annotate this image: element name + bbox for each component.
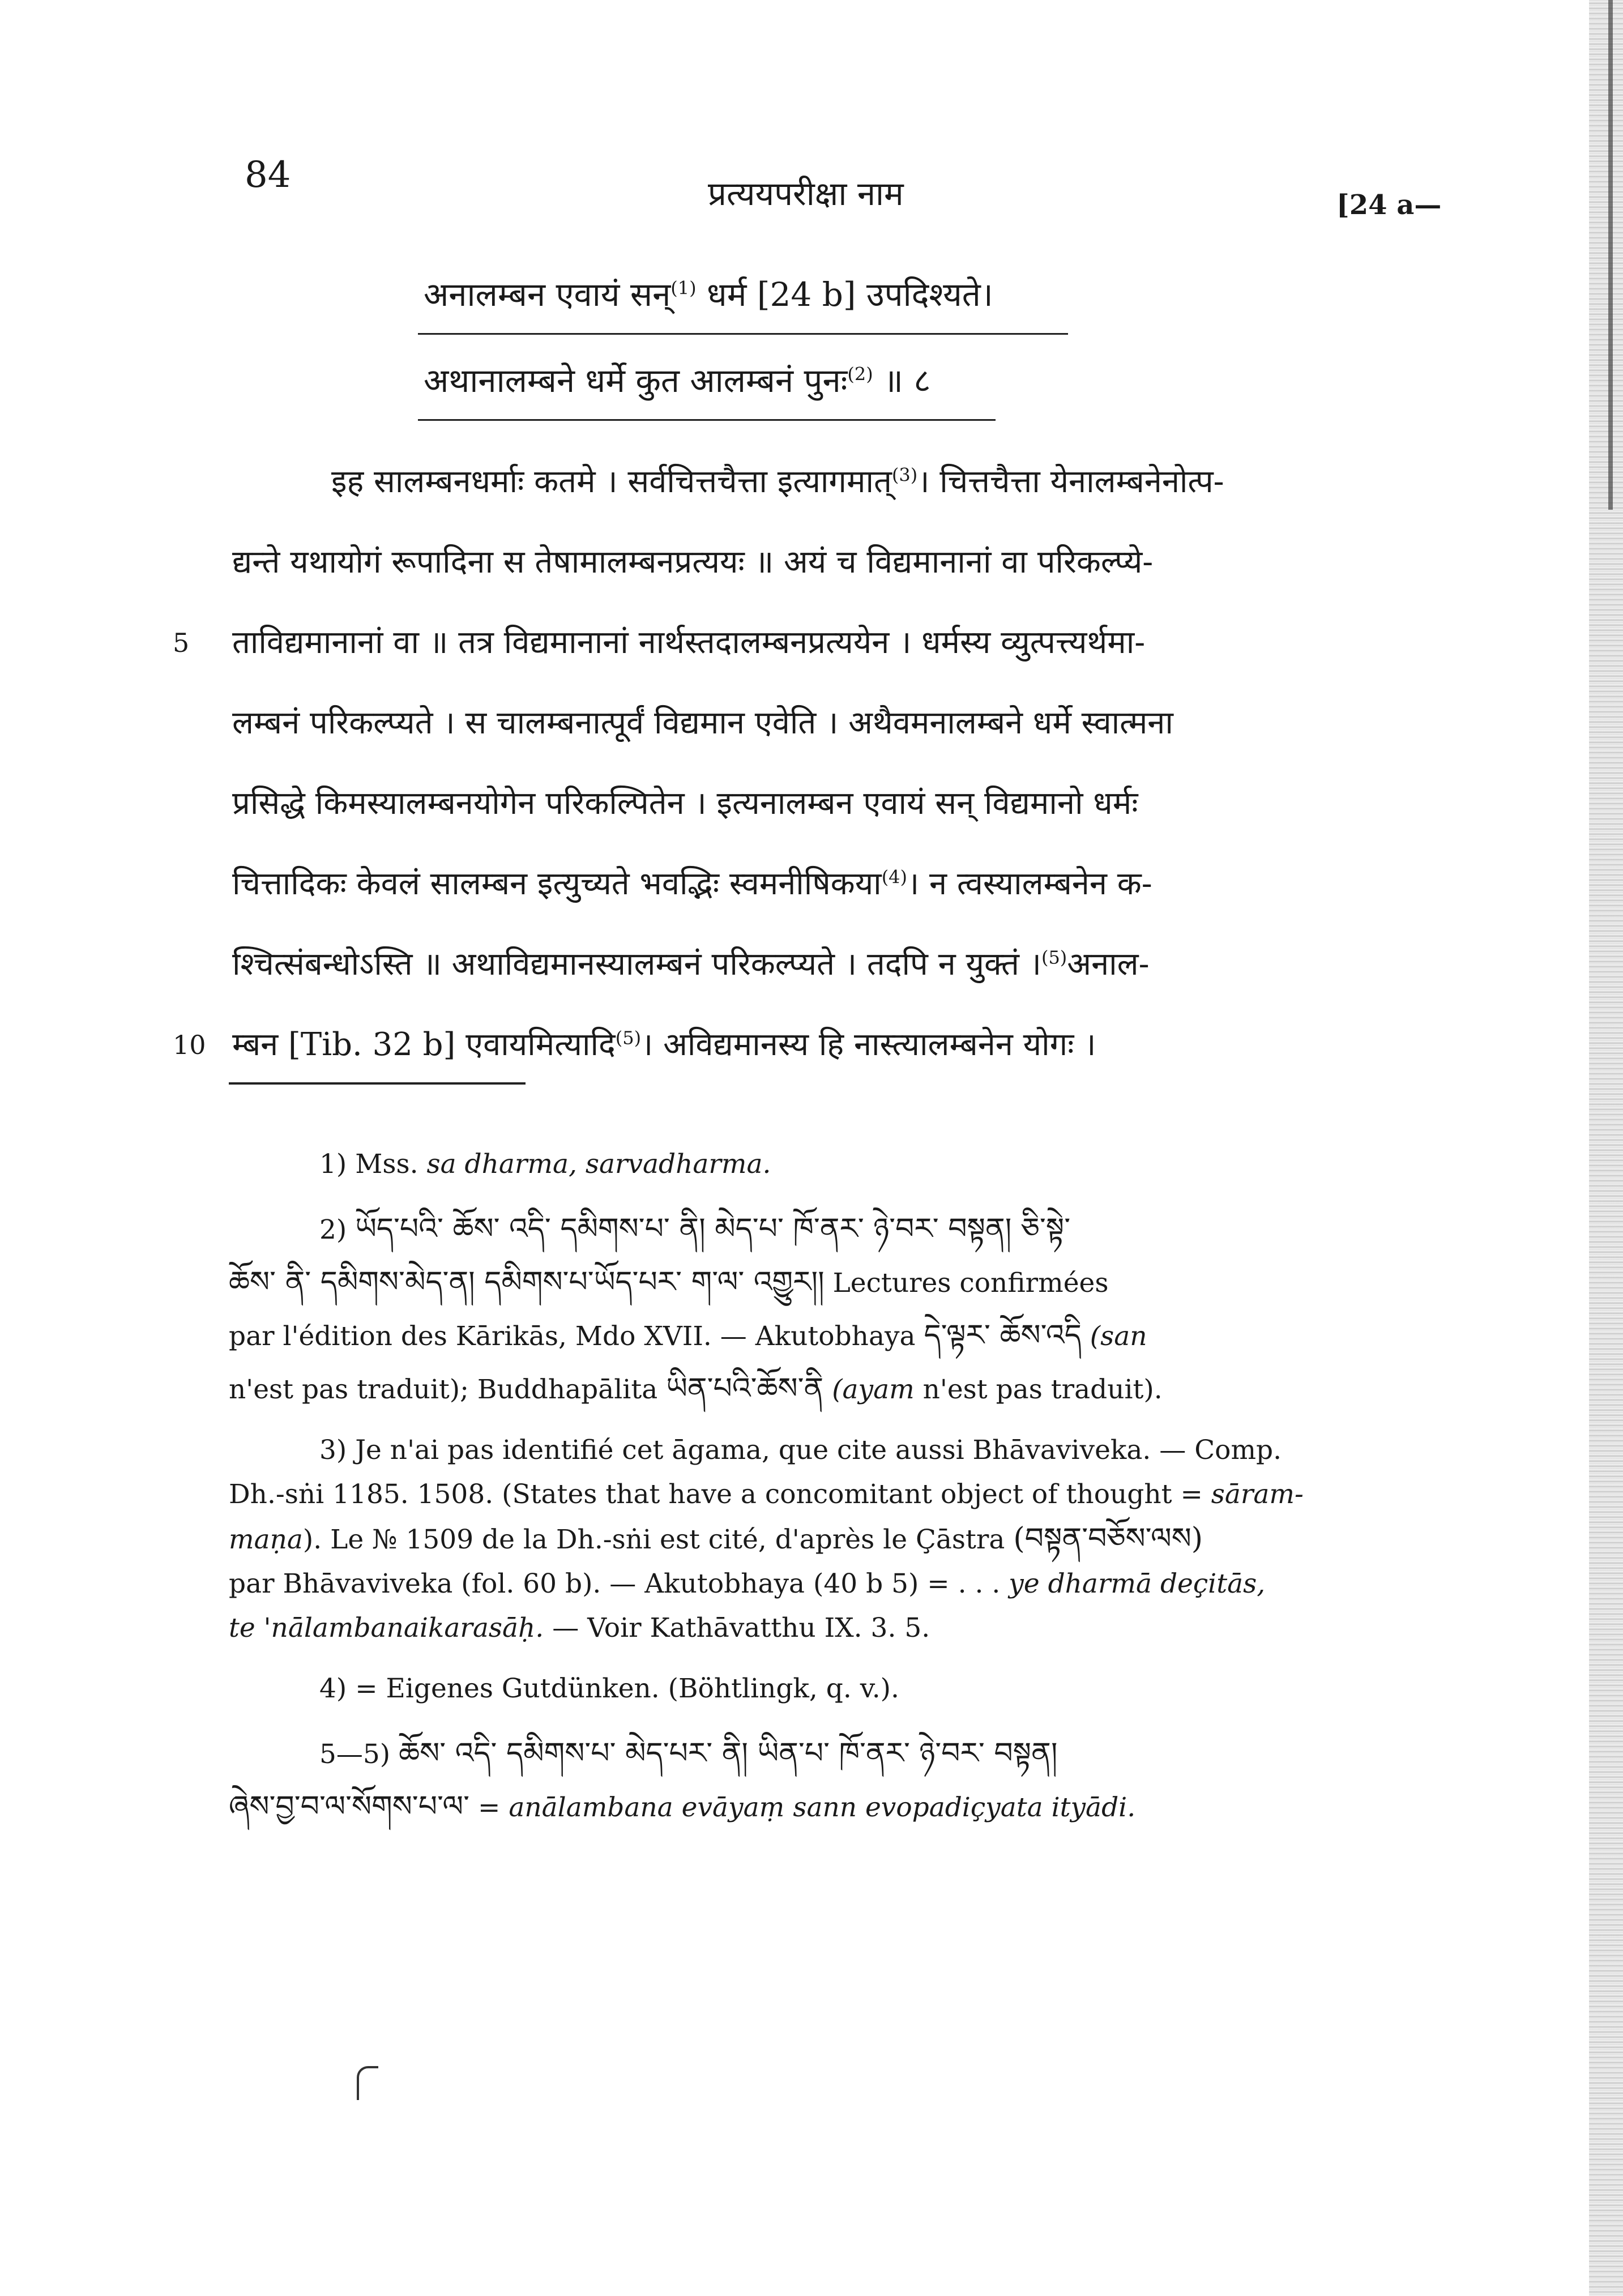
verse-underline [418,333,1068,335]
commentary-line [232,522,1467,603]
footnote-marker: (1) [670,277,697,299]
commentary-line [232,924,1467,1005]
verse-line-1 [424,271,993,315]
footnote-text: = Eigenes Gutdünken. (Böhtlingk, q. v.). [355,1673,899,1704]
commentary-text: इह सालम्बनधर्माः कतमे । सर्वचित्तचैत्ता इत्यागमात् [331,463,892,500]
footnote-italic: (ayam [832,1374,915,1405]
footnote-2 [229,1203,1441,1416]
scan-edge-shadow [1589,0,1623,2296]
commentary-text: प्रसिद्धे किमस्यालम्बनयोगेन परिकल्पितेन । इत्यनालम्बन एवायं सन् विद्यमानो धर्मः [232,785,1138,822]
verse-underline [418,419,996,421]
line-number: 10 [173,1030,206,1060]
footnote-text: — Voir Kathāvatthu IX. 3. 5. [552,1612,930,1644]
footnote-marker: (2) [847,363,873,385]
footnote-marker: (3) [891,464,918,486]
footnote-italic: ye dharmā deçitās, [1009,1568,1266,1599]
verse-line-2 [424,357,931,402]
tibetan-text: (བསྟན་བཅོས་ལས) [1013,1522,1203,1556]
tibetan-text: ཆོས་ འདི་ དམིགས་པ་ མེད་པར་ ནི། ཡིན་པ་ ཁོ་ནར་ ཉེ་བར་ བསྟན། [399,1736,1058,1770]
commentary-line [173,1005,1467,1085]
footnote-text: = [478,1792,501,1823]
footnote-1 [229,1138,1441,1190]
tibetan-text: ཡིན་པའི་ཆོས་ནི [666,1372,824,1406]
footnote-text: par l'édition des Kārikās, Mdo XVII. — Akutobhaya [229,1321,916,1352]
tibetan-text: ཡོད་པའི་ ཆོས་ འདི་ དམིགས་པ་ ནི། མེད་པ་ ཁོ་ནར་ ཉེ་བར་ བསྟན། ཅི་སྟེ་ [355,1212,1071,1246]
commentary-line [232,763,1467,844]
commentary-text: । चित्तचैत्ता येनालम्बनेनोत्प- [917,463,1224,500]
footnote-5 [229,1727,1441,1834]
line-number: 5 [173,628,190,658]
footnote-italic: te 'nālambanaikarasāḥ. [229,1612,544,1644]
commentary-line [232,844,1467,924]
footnote-text: Je n'ai pas identifié cet āgama, que cite aussi Bhāvaviveka. — Comp. [355,1435,1282,1466]
footnote-italic: anālambana evāyaṃ sann evopadiçyata ityādi. [509,1792,1136,1823]
scan-edge-bar [1608,0,1613,510]
verse-text: अथानालम्बने धर्मे कुत आलम्बनं पुनः [424,361,848,400]
footnote-italic: (san [1090,1321,1147,1352]
tibetan-text: ཞེས་བྱ་བ་ལ་སོགས་པ་ལ་ [229,1790,470,1824]
commentary-text: श्चित्संबन्धोऽस्ति ॥ अथाविद्यमानस्यालम्बनं परिकल्प्यते । तदपि न युक्तं । [232,946,1041,983]
footnote-label: 1) [319,1149,347,1180]
running-title: प्रत्ययपरीक्षा नाम [708,174,904,213]
footnote-label: 4) [319,1673,347,1704]
commentary-text: लम्बनं परिकल्प्यते । स चालम्बनात्पूर्वं विद्यमान एवेति । अथैवमनालम्बने धर्मे स्वात्मना [232,705,1173,741]
commentary-text: । न त्वस्यालम्बनेन क- [907,865,1152,902]
footnote-text: ). Le № 1509 de la Dh.-sṅi est cité, d'après le Çāstra [302,1524,1005,1555]
footnote-text: Dh.-sṅi 1185. 1508. (States that have a concomitant object of thought = [229,1479,1211,1510]
footnote-italic: maṇa [229,1524,303,1555]
pencil-mark [357,2066,378,2100]
tibetan-text: དེ་ལྟར་ ཆོས་འདི [924,1318,1082,1352]
footnote-text: n'est pas traduit); Buddhapālita [229,1374,658,1405]
commentary-text: ताविद्यमानानां वा ॥ तत्र विद्यमानानां नार्थस्तदालम्बनप्रत्ययेन । धर्मस्य व्युत्पत्त्यर्थमा- [232,624,1146,661]
commentary-line [173,603,1467,683]
footnote-4 [229,1663,1441,1715]
commentary-line [232,442,1467,522]
commentary-text: द्यन्ते यथायोगं रूपादिना स तेषामालम्बनप्रत्ययः ॥ अयं च विद्यमानानां वा परिकल्प्ये- [232,544,1154,581]
commentary-line [232,683,1467,763]
footnote-divider [229,1082,526,1085]
verse-text: ॥ ८ [883,361,931,400]
commentary-text: चित्तादिकः केवलं सालम्बन इत्युच्यते भवद्भिः स्वमनीषिकया [232,865,882,902]
verse-text: धर्म [24 b] उपदिश्यते। [707,275,993,314]
tibetan-text: ཆོས་ ནི་ དམིགས་མེད་ན། དམིགས་པ་ཡོད་པར་ ག་ལ་ འགྱུར།། [229,1265,825,1299]
footnote-text: Lectures confirmées [832,1268,1109,1299]
footnote-marker: (4) [881,866,908,888]
commentary-text: । अविद्यमानस्य हि नास्त्यालम्बनेन योगः । [641,1026,1096,1063]
footnote-italic: sāram- [1211,1479,1304,1510]
commentary-text: अनाल- [1067,946,1150,983]
footnote-label: 2) [319,1214,347,1245]
footnote-label: 5—5) [319,1739,391,1770]
footnote-3 [229,1428,1441,1650]
commentary-body [173,442,1467,1085]
footnote-text: par Bhāvaviveka (fol. 60 b). — Akutobhaya (40 b 5) = . . . [229,1568,1001,1599]
folio-reference: [24 a— [1336,189,1442,221]
verse-text: अनालम्बन एवायं सन् [424,275,671,314]
footnote-label: 3) [319,1435,347,1466]
footnote-marker: (5) [615,1027,642,1049]
footnotes [229,1138,1441,1846]
footnote-text: n'est pas traduit). [922,1374,1163,1405]
page-number: 84 [245,154,291,196]
footnote-marker: (5) [1041,946,1067,968]
footnote-italic: sa dharma, sarvadharma. [426,1149,771,1180]
commentary-text: म्बन [Tib. 32 b] एवायमित्यादि [232,1026,616,1063]
footnote-text: Mss. [355,1149,427,1180]
